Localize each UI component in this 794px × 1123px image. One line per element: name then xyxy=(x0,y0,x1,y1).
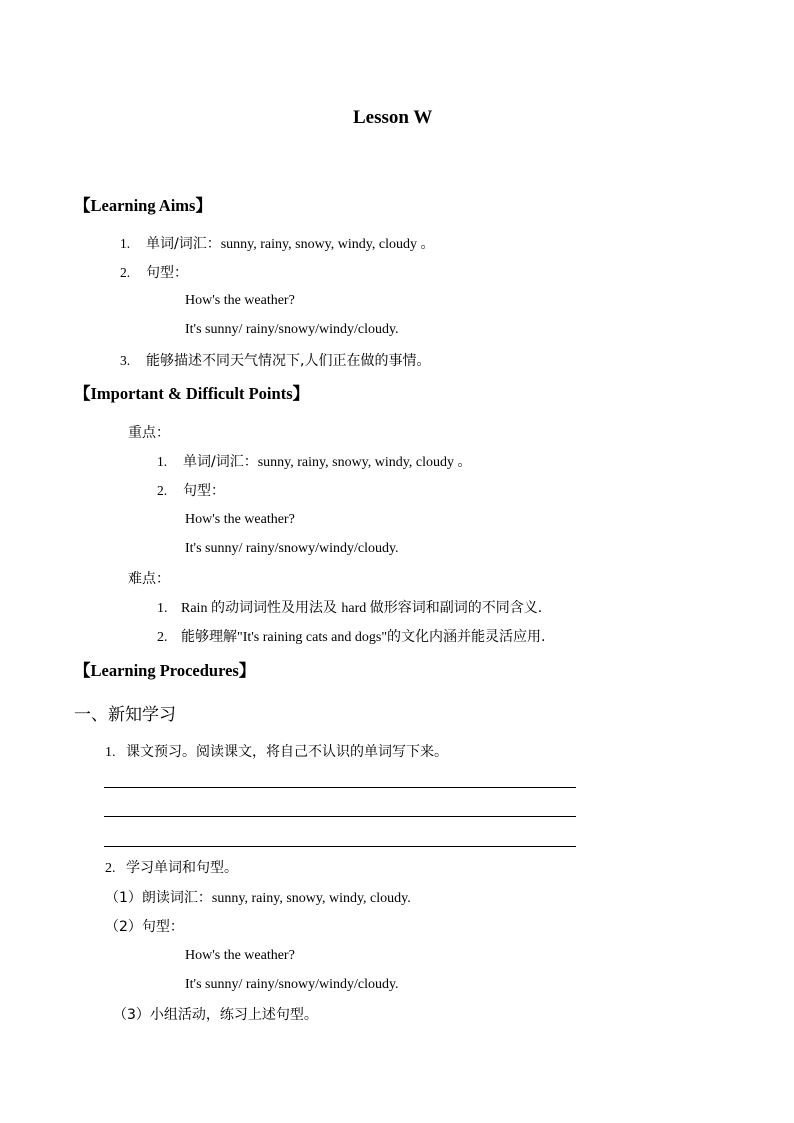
key-points-label: 重点： xyxy=(128,425,170,441)
difficult-item-1-text-b: 的动词词性及用法及 xyxy=(210,600,342,616)
aims-item-2-number: 2. xyxy=(120,265,131,280)
learning-aims-heading: 【Learning Aims】 xyxy=(74,196,212,215)
sub-step-2 xyxy=(105,916,184,936)
key-item-2-label: 句型： xyxy=(183,483,225,499)
key-item-2-number: 2. xyxy=(157,483,168,498)
answer-line-2[interactable] xyxy=(104,816,576,817)
aims-answer: It's sunny/ rainy/snowy/windy/cloudy. xyxy=(185,322,399,337)
difficult-item-1 xyxy=(157,597,542,617)
aims-item-2 xyxy=(120,262,188,282)
aims-question: How's the weather? xyxy=(185,293,295,308)
difficult-item-1-text-c: hard xyxy=(341,601,370,616)
answer-line-3[interactable] xyxy=(104,846,576,847)
key-item-1-text: sunny, rainy, snowy, windy, cloudy 。 xyxy=(257,455,472,470)
sub-step-2-label: （2）句型： xyxy=(105,919,184,935)
procedures-heading: 【Learning Procedures】 xyxy=(74,661,256,680)
points-heading: 【Important & Difficult Points】 xyxy=(74,384,310,403)
procedure-answer: It's sunny/ rainy/snowy/windy/cloudy. xyxy=(185,977,399,992)
aims-item-3-text: 能够描述不同天气情况下,人们正在做的事情。 xyxy=(146,353,431,369)
difficult-item-1-number: 1. xyxy=(157,601,168,616)
key-item-1-label: 单词/词汇： xyxy=(183,454,258,470)
aims-item-3-number: 3. xyxy=(120,353,131,368)
step-2-number: 2. xyxy=(105,861,116,876)
key-question: How's the weather? xyxy=(185,512,295,527)
key-item-1-number: 1. xyxy=(157,454,168,469)
difficult-item-2-number: 2. xyxy=(157,630,168,645)
step-1 xyxy=(105,741,448,761)
difficult-item-1-text-a: Rain xyxy=(181,601,211,616)
part-1-heading: 一、新知学习 xyxy=(74,705,176,725)
difficult-item-2-text-a: 能够理解 xyxy=(181,629,237,645)
step-2 xyxy=(105,857,238,877)
key-item-1 xyxy=(157,451,471,471)
sub-step-3-label: （3）小组活动，练习上述句型。 xyxy=(113,1007,318,1023)
step-1-number: 1. xyxy=(105,745,116,760)
difficult-item-1-text-d: 做形容词和副词的不同含义. xyxy=(369,600,543,616)
aims-item-3 xyxy=(120,350,430,370)
difficult-item-2-text-c: 的文化内涵并能灵活应用. xyxy=(387,629,546,645)
difficult-item-2-text-b: "It's raining cats and dogs" xyxy=(237,630,388,645)
difficult-points-label: 难点： xyxy=(128,571,170,587)
sub-step-1 xyxy=(105,887,411,907)
aims-item-1-number: 1. xyxy=(120,236,131,251)
difficult-item-2 xyxy=(157,626,546,646)
key-answer: It's sunny/ rainy/snowy/windy/cloudy. xyxy=(185,541,399,556)
aims-item-1 xyxy=(120,233,434,253)
key-item-2 xyxy=(157,480,225,500)
page-title: Lesson W xyxy=(353,107,433,128)
sub-step-1-label: （1）朗读词汇： xyxy=(105,890,212,906)
step-1-text: 课文预习。阅读课文，将自己不认识的单词写下来。 xyxy=(126,744,448,760)
sub-step-1-text: sunny, rainy, snowy, windy, cloudy. xyxy=(211,891,411,906)
aims-item-2-label: 句型： xyxy=(146,265,188,281)
step-2-text: 学习单词和句型。 xyxy=(126,860,238,876)
aims-item-1-label: 单词/词汇： xyxy=(146,236,221,252)
aims-item-1-text: sunny, rainy, snowy, windy, cloudy 。 xyxy=(220,237,435,252)
procedure-question: How's the weather? xyxy=(185,948,295,963)
answer-line-1[interactable] xyxy=(104,787,576,788)
sub-step-3 xyxy=(113,1004,318,1024)
